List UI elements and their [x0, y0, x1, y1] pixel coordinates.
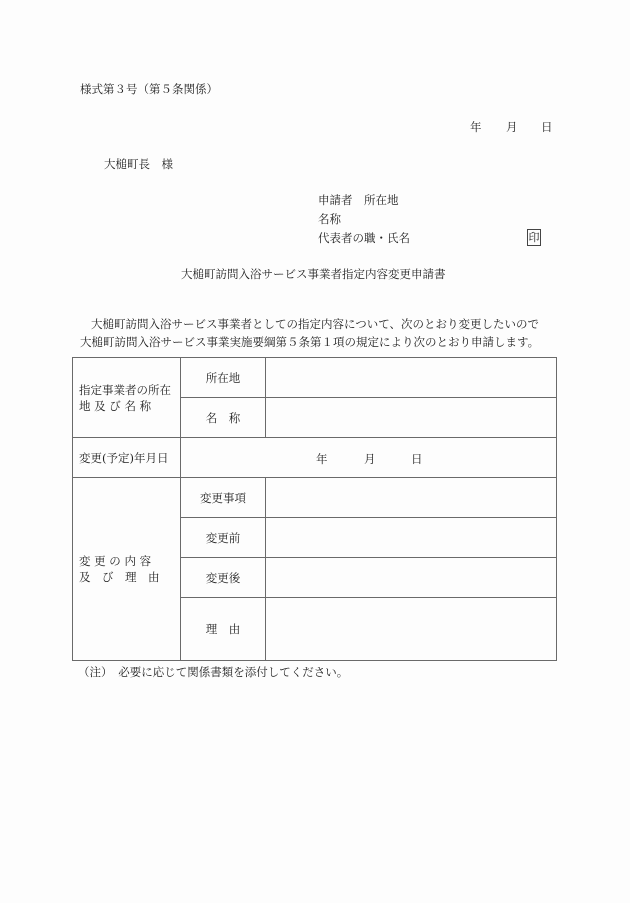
name-field[interactable] [266, 398, 557, 438]
application-table [72, 357, 557, 661]
business-label [73, 358, 181, 438]
change-label-line2: 及 び 理 由 [79, 570, 160, 584]
date-month: 月 [506, 120, 518, 134]
before-field[interactable] [266, 518, 557, 558]
item-field[interactable] [266, 478, 557, 518]
applicant-name-label: 名称 [318, 212, 341, 226]
form-number: 様式第３号（第５条関係） [80, 82, 218, 96]
change-date-month: 月 [364, 452, 376, 466]
business-label-line2: 地 及 び 名 称 [79, 398, 152, 413]
applicant-address-label: 申請者 所在地 [318, 193, 399, 207]
name-label: 名 称 [181, 398, 266, 438]
business-label-line1: 指定事業者の所在 [79, 382, 171, 397]
document-title: 大槌町訪問入浴サービス事業者指定内容変更申請書 [181, 267, 446, 281]
change-date-field[interactable] [181, 438, 557, 478]
after-field[interactable] [266, 558, 557, 598]
change-label [73, 478, 181, 661]
date-day: 日 [541, 120, 553, 134]
body-line-2: 大槌町訪問入浴サービス事業実施要綱第５条第１項の規定により次のとおり申請します。 [80, 335, 540, 349]
body-line-1: 大槌町訪問入浴サービス事業者としての指定内容について、次のとおり変更したいので [91, 317, 540, 331]
item-label: 変更事項 [181, 478, 266, 518]
note: （注） 必要に応じて関係書類を添付してください。 [78, 665, 349, 679]
change-date-year: 年 [316, 452, 328, 466]
before-label: 変更前 [181, 518, 266, 558]
addressee: 大槌町長 様 [104, 157, 173, 171]
address-label: 所在地 [181, 358, 266, 398]
seal-mark [527, 229, 541, 246]
change-date-label: 変更(予定)年月日 [73, 438, 181, 478]
address-field[interactable] [266, 358, 557, 398]
change-label-line1: 変 更 の 内 容 [79, 554, 152, 568]
reason-label: 理 由 [181, 598, 266, 661]
date-year: 年 [470, 120, 482, 134]
change-date-day: 日 [411, 452, 423, 466]
after-label: 変更後 [181, 558, 266, 598]
seal-icon: 印 [528, 231, 540, 244]
reason-field[interactable] [266, 598, 557, 661]
applicant-representative-label: 代表者の職・氏名 [318, 231, 410, 245]
